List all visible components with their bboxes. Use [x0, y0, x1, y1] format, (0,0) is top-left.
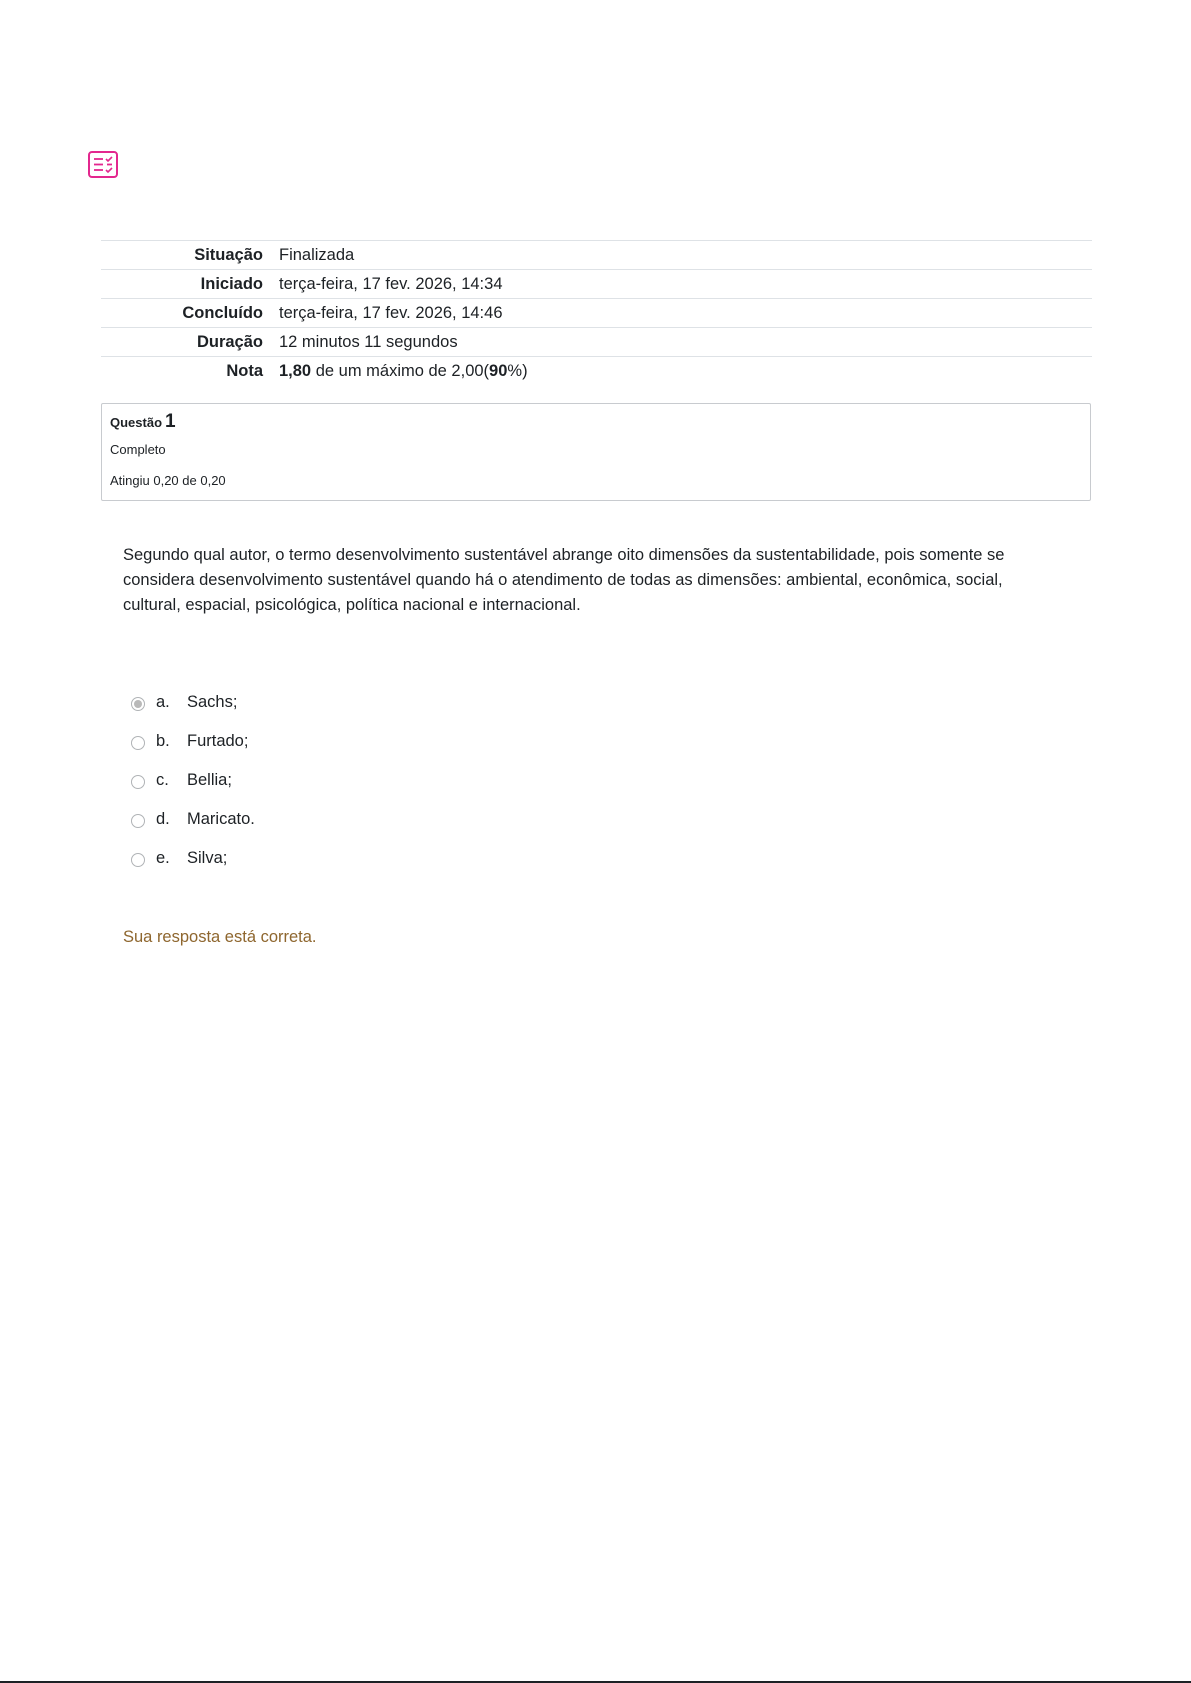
quiz-icon — [88, 151, 118, 178]
summary-row-duracao — [101, 328, 1092, 357]
option-text: Maricato. — [187, 810, 255, 828]
question-info-box — [101, 403, 1091, 501]
answer-option-c[interactable] — [131, 761, 255, 800]
radio-button[interactable] — [131, 853, 145, 867]
question-number — [110, 411, 176, 433]
radio-button[interactable] — [131, 775, 145, 789]
question-grade: Atingiu 0,20 de 0,20 — [110, 473, 226, 488]
radio-button-selected[interactable] — [131, 697, 145, 711]
answer-options — [131, 683, 255, 878]
summary-row-situacao — [101, 241, 1092, 270]
answer-option-a[interactable] — [131, 683, 255, 722]
answer-option-e[interactable] — [131, 839, 255, 878]
option-letter: b. — [156, 732, 170, 750]
option-letter: c. — [156, 771, 169, 789]
summary-label: Situação — [194, 245, 263, 264]
question-number-value: 1 — [165, 411, 176, 432]
summary-label: Concluído — [182, 303, 263, 322]
answer-option-d[interactable] — [131, 800, 255, 839]
attempt-summary-table — [101, 240, 1092, 385]
summary-row-iniciado — [101, 270, 1092, 299]
summary-label: Iniciado — [200, 274, 263, 293]
question-state: Completo — [110, 442, 166, 457]
option-letter: d. — [156, 810, 170, 828]
question-text: Segundo qual autor, o termo desenvolvimento sustentável abrange oito dimensões da sustentabilidade, pois somente se considera desenvolvimento sustentável quando há o atendimento de todas as dimensões: ambiental, econômica, social, cultural, espacial, psicológica, política nacional e internacional. — [123, 546, 1005, 614]
summary-label: Duração — [196, 332, 263, 351]
summary-row-nota — [101, 357, 1092, 386]
summary-value: Finalizada — [279, 245, 355, 264]
answer-feedback: Sua resposta está correta. — [123, 928, 317, 946]
option-text: Silva; — [187, 849, 228, 867]
summary-value: terça-feira, 17 fev. 2026, 14:34 — [279, 274, 503, 293]
summary-value: terça-feira, 17 fev. 2026, 14:46 — [279, 303, 503, 322]
grade-score: 1,80 — [279, 361, 312, 380]
question-label: Questão — [110, 415, 163, 430]
answer-option-b[interactable] — [131, 722, 255, 761]
option-text: Sachs; — [187, 693, 238, 711]
summary-row-concluido — [101, 299, 1092, 328]
option-letter: e. — [156, 849, 170, 867]
summary-label: Nota — [226, 361, 263, 380]
option-text: Furtado; — [187, 732, 249, 750]
summary-value: 12 minutos 11 segundos — [279, 332, 458, 351]
option-text: Bellia; — [187, 771, 232, 789]
option-letter: a. — [156, 693, 170, 711]
radio-button[interactable] — [131, 814, 145, 828]
grade-suffix: %) — [507, 361, 528, 380]
grade-percent: 90 — [489, 361, 508, 380]
radio-button[interactable] — [131, 736, 145, 750]
grade-value — [279, 357, 1092, 386]
grade-middle: de um máximo de 2,00( — [311, 361, 490, 380]
